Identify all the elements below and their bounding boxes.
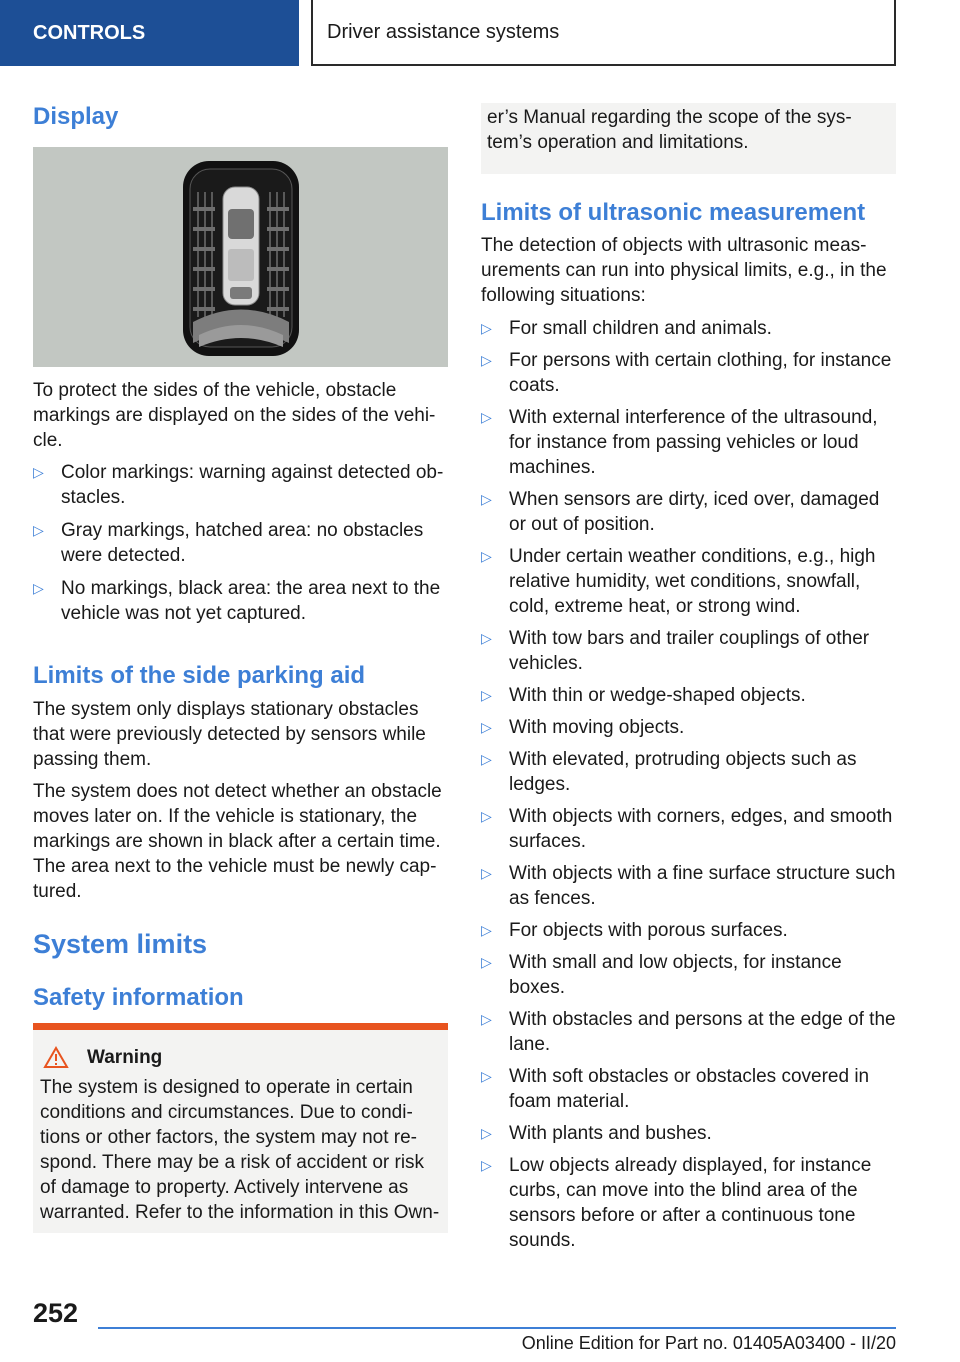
list-item (481, 316, 896, 341)
list-item (481, 861, 896, 911)
section-title: CONTROLS (33, 21, 146, 44)
list-item-text: With objects with a fine surface structure such as fences. (509, 863, 896, 909)
triangle-right-icon: ▷ (481, 1068, 492, 1084)
list-item-text: With soft obstacles or obstacles covered in foam material. (509, 1066, 870, 1112)
triangle-right-icon: ▷ (481, 865, 492, 881)
warning-box-continued (481, 103, 896, 174)
list-item (481, 747, 896, 797)
triangle-right-icon: ▷ (481, 1157, 492, 1173)
list-item (481, 1007, 896, 1057)
display-list (33, 460, 448, 626)
triangle-right-icon: ▷ (481, 320, 492, 336)
limits-side-parking-heading: Limits of the side parking aid (33, 662, 366, 689)
triangle-right-icon: ▷ (481, 922, 492, 938)
list-item-text: When sensors are dirty, iced over, damaged or out of position. (509, 489, 880, 535)
list-item (481, 487, 896, 537)
list-item (481, 1153, 896, 1253)
triangle-right-icon: ▷ (481, 751, 492, 767)
list-item (481, 683, 896, 708)
triangle-right-icon: ▷ (33, 580, 44, 596)
list-item-text: With thin or wedge-shaped objects. (509, 685, 806, 706)
list-item-text: For persons with certain clothing, for instance coats. (509, 350, 892, 396)
list-item-text: With plants and bushes. (509, 1123, 712, 1144)
list-item (481, 804, 896, 854)
list-item-text: With small and low objects, for instance boxes. (509, 952, 842, 998)
edition-info: Online Edition for Part no. 01405A03400 - II/20 (521, 1333, 896, 1353)
page-number: 252 (33, 1298, 79, 1328)
ultrasonic-limits-list (481, 316, 896, 1253)
triangle-right-icon: ▷ (481, 491, 492, 507)
triangle-right-icon: ▷ (481, 719, 492, 735)
system-limits-heading: System limits (33, 929, 208, 959)
list-item (481, 715, 896, 740)
chapter-title: Driver assistance systems (327, 20, 560, 43)
list-item-text: Low objects already displayed, for instance curbs, can move into the blind area of the sensors before or after a continuous tone sounds. (509, 1155, 872, 1251)
list-item (481, 918, 896, 943)
triangle-right-icon: ▷ (481, 409, 492, 425)
ultrasonic-intro: The detection of objects with ultrasonic meas-urements can run into physical limits, e.g., in the following situations: (481, 235, 887, 306)
list-item-text: Color markings: warning against detected ob-stacles. (61, 462, 444, 508)
list-item (481, 1064, 896, 1114)
triangle-right-icon: ▷ (33, 464, 44, 480)
triangle-right-icon: ▷ (481, 808, 492, 824)
list-item-text: With obstacles and persons at the edge of the lane. (509, 1009, 896, 1055)
triangle-right-icon: ▷ (481, 1125, 492, 1141)
warning-text: The system is designed to operate in certain conditions and circumstances. Due to condi-tions or other factors, the system may not re-spond. There may be a risk of accident or risk of damage to property. Actively intervene as warranted. Refer to the information in this Own- (40, 1077, 440, 1223)
display-heading: Display (33, 103, 119, 130)
list-item (481, 950, 896, 1000)
list-item (481, 626, 896, 676)
triangle-right-icon: ▷ (481, 954, 492, 970)
chapter-tab (311, 0, 896, 66)
list-item (33, 518, 448, 568)
limits-paragraph-2: The system does not detect whether an obstacle moves later on. If the vehicle is stationary, the markings are shown in black after a certain time. The area next to the vehicle must be newly cap-tured. (33, 781, 442, 902)
list-item-text: For small children and animals. (509, 318, 772, 339)
section-tab (0, 0, 299, 66)
parking-display-image (33, 147, 448, 367)
limits-paragraph-1: The system only displays stationary obstacles that were previously detected by sensors while passing them. (33, 699, 426, 770)
triangle-right-icon: ▷ (481, 352, 492, 368)
display-intro: To protect the sides of the vehicle, obstacle markings are displayed on the sides of the vehi-cle. (33, 380, 436, 451)
list-item (33, 460, 448, 510)
list-item-text: Under certain weather conditions, e.g., high relative humidity, wet conditions, snowfall, cold, extreme heat, or strong wind. (509, 546, 876, 617)
list-item-text: With objects with corners, edges, and smooth surfaces. (509, 806, 893, 852)
list-item-text: With external interference of the ultrasound, for instance from passing vehicles or loud machines. (509, 407, 878, 478)
triangle-right-icon: ▷ (481, 687, 492, 703)
warning-triangle-icon (43, 1046, 69, 1069)
triangle-right-icon: ▷ (481, 548, 492, 564)
triangle-right-icon: ▷ (481, 1011, 492, 1027)
warning-box (33, 1030, 448, 1233)
list-item (33, 576, 448, 626)
list-item (481, 348, 896, 398)
triangle-right-icon: ▷ (481, 630, 492, 646)
list-item (481, 544, 896, 619)
list-item-text: With elevated, protruding objects such as ledges. (509, 749, 857, 795)
footer-rule (98, 1327, 896, 1329)
list-item-text: For objects with porous surfaces. (509, 920, 788, 941)
ultrasonic-limits-heading: Limits of ultrasonic measurement (481, 199, 866, 226)
list-item-text: No markings, black area: the area next to the vehicle was not yet captured. (61, 578, 441, 624)
list-item-text: With moving objects. (509, 717, 685, 738)
warning-text-continued: er’s Manual regarding the scope of the sys-tem’s operation and limitations. (487, 107, 852, 153)
list-item (481, 1121, 896, 1146)
triangle-right-icon: ▷ (33, 522, 44, 538)
list-item-text: Gray markings, hatched area: no obstacles were detected. (61, 520, 424, 566)
top-view-car-illustration (33, 147, 448, 367)
safety-information-heading: Safety information (33, 984, 244, 1011)
list-item-text: With tow bars and trailer couplings of other vehicles. (509, 628, 870, 674)
list-item (481, 405, 896, 480)
warning-title: Warning (87, 1046, 163, 1068)
warning-bar (33, 1023, 448, 1030)
